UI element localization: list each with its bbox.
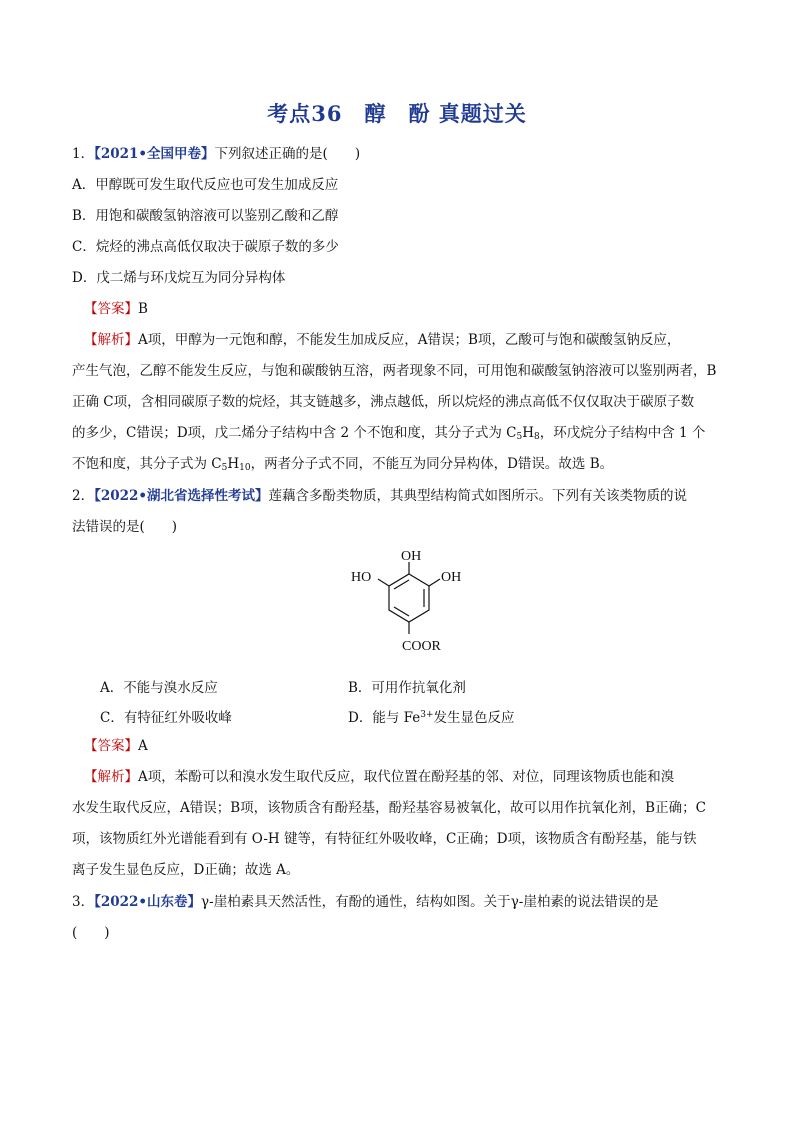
q2-option-d (348, 706, 515, 726)
polyphenol-structure (345, 548, 475, 656)
label-ester: COOR (402, 639, 441, 654)
q1-option-a: A．甲醇既可发生取代反应也可发生加成反应 (72, 177, 339, 193)
q3-gamma: γ- (201, 894, 214, 910)
q2-analysis-line-2: 水发生取代反应，A错误；B项，该物质含有酚羟基，酚羟基容易被氧化，故可以用作抗氧化剂，B正确；C (72, 800, 706, 816)
q2-option-a: A．不能与溴水反应 (100, 680, 218, 696)
q1-analysis-label: 【解析】 (84, 332, 138, 348)
q3-stem-text-1b: 崖柏素的说法错误的是 (523, 894, 659, 910)
q1-analysis-text-4a: 的多少，C错误；D项，戊二烯分子结构中含 2 个不饱和度，其分子式为 C (72, 425, 517, 441)
q1-analysis-line-3: 正确 C项，含相同碳原子数的烷烃，其支链越多，沸点越低，所以烷烃的沸点高低不仅仅取决于碳原子数 (72, 394, 695, 410)
bond-right-oh (429, 579, 440, 586)
q2-option-d-sup: 3+ (420, 710, 434, 720)
formula-el: H (227, 456, 240, 472)
formula-sub: 10 (239, 463, 251, 473)
q1-option-b: B．用饱和碳酸氢钠溶液可以鉴别乙酸和乙醇 (72, 208, 339, 224)
q2-analysis-line-4: 离子发生显色反应，D正确；故选 A。 (72, 862, 300, 878)
q1-option-c: C．烷烃的沸点高低仅取决于碳原子数的多少 (72, 239, 339, 255)
q2-analysis-label: 【解析】 (84, 769, 138, 785)
q2-stem-text-1: 莲藕含多酚类物质，其典型结构简式如图所示。下列有关该类物质的说 (268, 488, 688, 504)
q2-answer-value: A (138, 738, 148, 754)
q2-option-c: C．有特征红外吸收峰 (100, 710, 232, 726)
q2-option-d-post: 发生显色反应 (433, 710, 515, 726)
label-oh-top: OH (401, 549, 422, 564)
q2-analysis-line-3: 项，该物质红外光谱能看到有 O-H 键等，有特征红外吸收峰，C正确；D项，该物质含有酚羟基，能与铁 (72, 831, 697, 847)
label-oh-right: OH (441, 570, 462, 585)
q1-analysis-text-5a: 不饱和度，其分子式为 C (72, 456, 222, 472)
q2-analysis-text-1: A项，苯酚可以和溴水发生取代反应，取代位置在酚羟基的邻、对位，同理该物质也能和溴 (138, 769, 675, 785)
q3-stem-text-1a: 崖柏素具天然活性，有酚的通性，结构如图。关于 (213, 894, 511, 910)
q1-analysis-line-5 (72, 455, 752, 477)
q1-answer-label: 【答案】 (84, 301, 138, 317)
q2-analysis-line-1 (84, 768, 764, 786)
q1-answer-value: B (138, 301, 148, 317)
q1-stem-text: 下列叙述正确的是( ) (214, 146, 361, 162)
q1-answer (84, 300, 764, 318)
q2-stem-line-1 (72, 487, 752, 505)
q2-answer-label: 【答案】 (84, 738, 138, 754)
q2-option-b: B．可用作抗氧化剂 (348, 680, 466, 696)
q2-option-d-pre: D．能与 Fe (348, 710, 421, 726)
q1-analysis-text-4b: ，环戊烷分子结构中含 1 个 (539, 425, 706, 441)
formula-sub: 5 (516, 432, 523, 442)
label-oh-left: HO (351, 570, 372, 585)
q1-analysis-text-1: A项，甲醇为一元饱和醇，不能发生加成反应，A错误；B项，乙酸可与饱和碳酸氢钠反应， (138, 332, 681, 348)
q3-stem-line-2: ( ) (72, 925, 110, 941)
q1-analysis-line-4 (72, 424, 752, 446)
q1-analysis-line-2: 产生气泡，乙醇不能发生反应，与饱和碳酸钠互溶，两者现象不同，可用饱和碳酸氢钠溶液可以鉴别两者，B (72, 363, 717, 379)
q2-number: 2． (72, 488, 95, 504)
formula-el: H (522, 425, 534, 441)
q1-analysis-text-5b: ，两者分子式不同，不能互为同分异构体，D错误。故选 B。 (250, 456, 614, 472)
formula-sub: 5 (221, 463, 228, 473)
q1-option-d: D．戊二烯与环戊烷互为同分异构体 (72, 270, 286, 286)
formula-sub: 8 (533, 432, 540, 442)
benzene-ring (389, 574, 429, 622)
q2-stem-line-2: 法错误的是( ) (72, 519, 178, 535)
page-title: 考点36 醇 酚 真题过关 (267, 101, 527, 126)
q1-stem (72, 145, 752, 163)
q3-source: 【2022•山东卷】 (94, 894, 202, 910)
q3-gamma-2: γ- (510, 894, 524, 910)
q1-analysis-line-1 (84, 331, 764, 349)
q1-source: 【2021•全国甲卷】 (94, 146, 215, 162)
q3-stem-line-1 (72, 893, 752, 911)
q1-number: 1． (72, 146, 95, 162)
bond-left-oh (378, 579, 389, 586)
q2-answer (84, 737, 764, 755)
q3-number: 3． (72, 894, 95, 910)
q2-source: 【2022•湖北省选择性考试】 (94, 488, 269, 504)
